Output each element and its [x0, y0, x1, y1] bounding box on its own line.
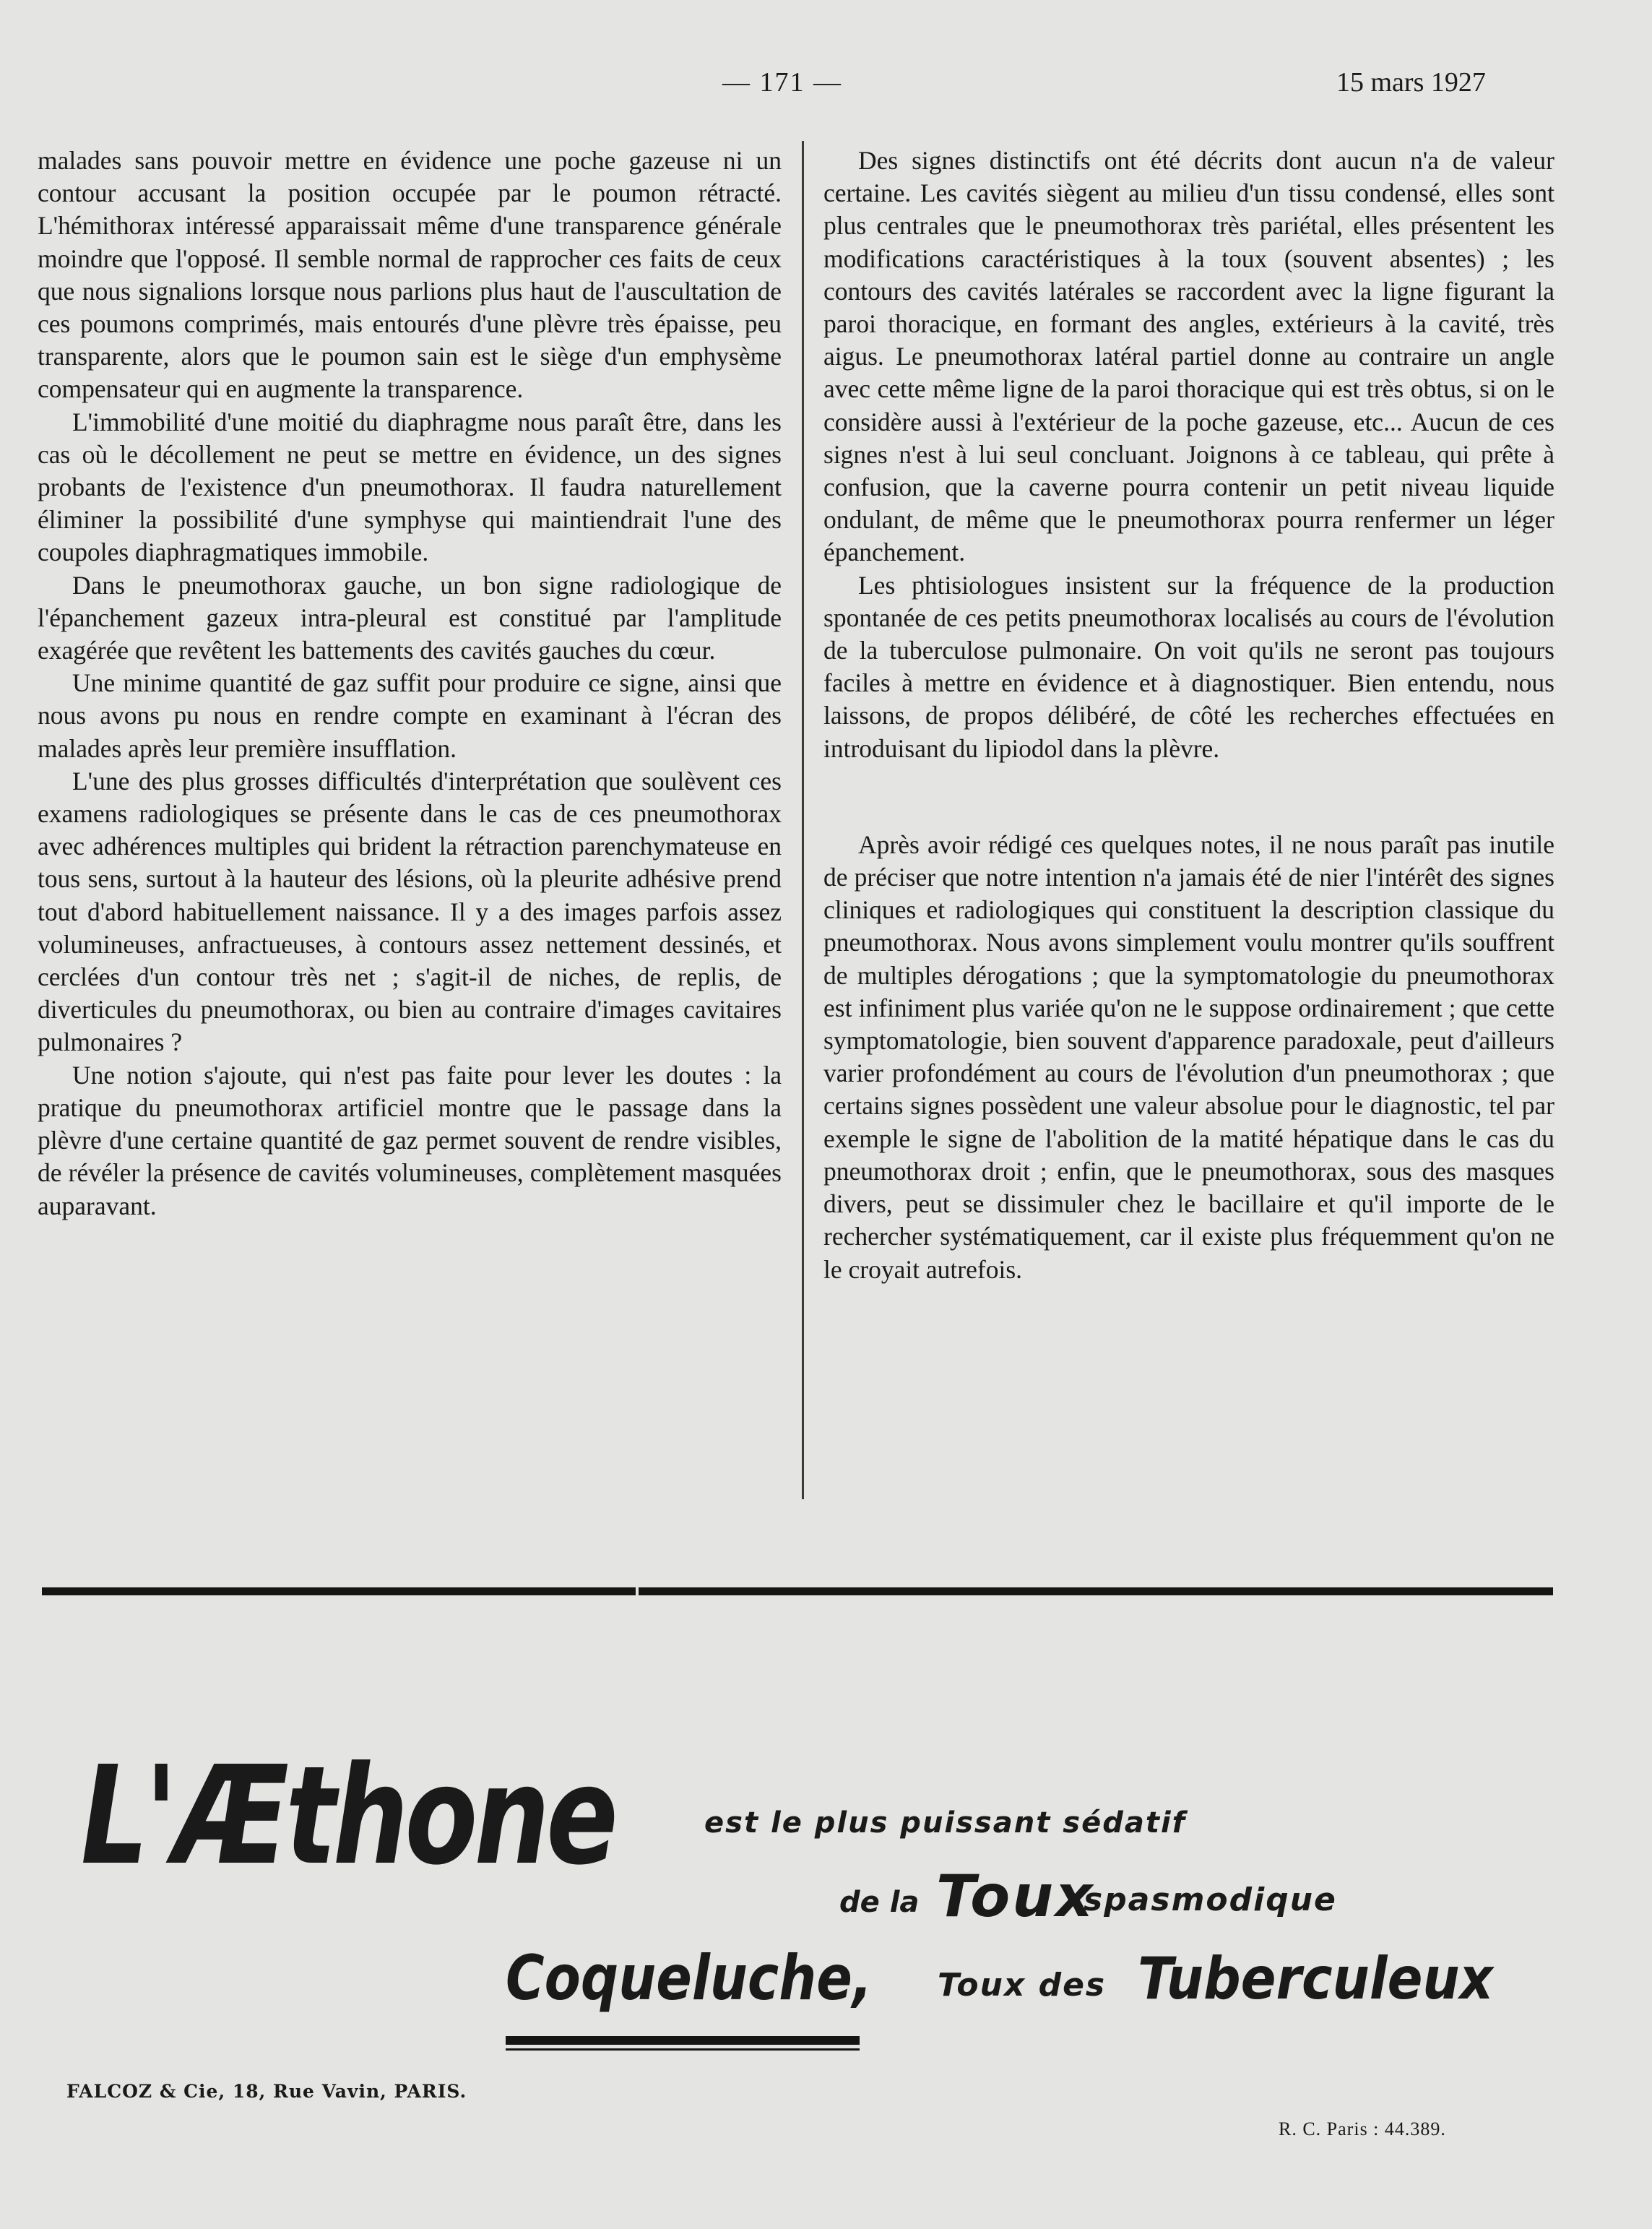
- ad-brand: L'Æthone: [81, 1737, 615, 1895]
- ad-tagline-3-toux-des: Toux des: [938, 1967, 1107, 2004]
- paragraph: Une minime quantité de gaz suffit pour produire ce signe, ainsi que nous avons pu nous en rendre compte en examinant à l'écran des malades après leur première insufflation.: [38, 668, 782, 763]
- ad-tagline-2-suffix: spasmodique: [1084, 1881, 1337, 1918]
- paragraph: malades sans pouvoir mettre en évidence une poche gazeuse ni un contour accusant la position occupée par le poumon rétracté. L'hémithorax intéressé apparaissait même d'une transparence générale moindre que l'opposé. Il semble normal de rapprocher ces faits de ceux que nous signalions lorsque nous parlions plus haut de l'auscultation de ces poumons comprimés, mais entourés d'une plèvre très épaisse, peu transparente, alors que le poumon sain est le siège d'un emphysème compensateur qui en augmente la transparence.: [38, 146, 782, 404]
- page-number: — 171 —: [722, 67, 842, 98]
- ad-registry: R. C. Paris : 44.389.: [1279, 2118, 1446, 2139]
- ad-tagline-2-prefix: de la: [839, 1886, 920, 1919]
- ad-underline-thin: [506, 2048, 860, 2051]
- paragraph: Dans le pneumothorax gauche, un bon signe radiologique de l'épanchement gazeux intra-pleural est constitué par l'amplitude exagérée que revêtent les battements des cavités gauches du cœur.: [38, 570, 782, 665]
- ad-tagline-1: est le plus puissant sédatif: [704, 1806, 1187, 1840]
- ad-tagline-3-coqueluche: Coqueluche,: [506, 1942, 873, 2014]
- paragraph: Les phtisiologues insistent sur la fréquence de la production spontanée de ces petits pneumothorax localisés au cours de l'évolution de la tuberculose pulmonaire. On voit qu'ils ne seront pas toujours faciles à mettre en évidence et à diagnostiquer. Bien entendu, nous laissons, de propos délibéré, de côté les recherches effectuées en introduisant du lipiodol dans la plèvre.: [823, 570, 1554, 763]
- ad-underline: [506, 2036, 860, 2045]
- paragraph: L'une des plus grosses difficultés d'interprétation que soulèvent ces examens radiologiques se présente dans le cas de ces pneumothorax avec adhérences multiples qui brident la rétraction parenchymateuse en tous sens, surtout à la hauteur des lésions, où la pleurite adhésive prend tout d'abord habituellement naissance. Il y a des images parfois assez volumineuses, anfractueuses, à contours assez nettement dessinés, et cerclées d'un contour très net ; s'agit-il de niches, de replis, de diverticules du pneumothorax, ou bien au contraire d'images cavitaires pulmonaires ?: [38, 766, 782, 1057]
- advertisement-top-rule: [42, 1587, 636, 1595]
- column-divider: [802, 141, 804, 1499]
- ad-tagline-3-tuberculeux: Tuberculeux: [1138, 1945, 1494, 2012]
- ad-publisher: FALCOZ & Cie, 18, Rue Vavin, PARIS.: [66, 2081, 467, 2102]
- paragraph: Des signes distinctifs ont été décrits dont aucun n'a de valeur certaine. Les cavités siègent au milieu d'un tissu condensé, elles sont plus centrales que le pneumothorax très pariétal, elles présentent les modifications caractéristiques à la toux (souvent absentes) ; les contours des cavités latérales se raccordent avec la ligne figurant la paroi thoracique, en formant des angles, extérieurs à la cavité, très aigus. Le pneumothorax latéral partiel donne au contraire un angle avec cette même ligne de la paroi thoracique qui est très obtus, si on le considère aussi à l'extérieur de la poche gazeuse, etc... Aucun de ces signes n'est à lui seul concluant. Joignons à ce tableau, qui prête à confusion, que la caverne pourra contenir un petit niveau liquide ondulant, de même que le pneumothorax pourra renfermer un léger épanchement.: [823, 146, 1554, 567]
- paragraph: L'immobilité d'une moitié du diaphragme nous paraît être, dans les cas où le décollement ne peut se mettre en évidence, un des signes probants de l'existence d'un pneumothorax. Il faudra naturellement éliminer la possibilité d'une symphyse qui maintiendrait l'une des coupoles diaphragmatiques immobile.: [38, 407, 782, 567]
- advertisement-top-rule: [639, 1587, 1553, 1595]
- paragraph: Après avoir rédigé ces quelques notes, il ne nous paraît pas inutile de préciser que notre intention n'a jamais été de nier l'intérêt des signes cliniques et radiologiques qui constituent la description classique du pneumothorax. Nous avons simplement voulu montrer qu'ils souffrent de multiples dérogations ; que la symptomatologie du pneumothorax est infiniment plus variée qu'on ne le suppose ordinairement ; que cette symptomatologie, bien souvent d'apparence paradoxale, peut d'ailleurs varier profondément au cours de l'évolution d'un pneumothorax ; que certains signes possèdent une valeur absolue pour le diagnostic, tel par exemple le signe de l'abolition de la matité hépatique dans le cas du pneumothorax droit ; enfin, que le pneumothorax, sous des masques divers, peut se dissimuler chez le bacillaire et qu'il importe de le rechercher systématiquement, car il existe plus fréquemment qu'on ne le croyait autrefois.: [823, 829, 1554, 1284]
- paragraph: Une notion s'ajoute, qui n'est pas faite pour lever les doutes : la pratique du pneumothorax artificiel montre que le passage dans la plèvre d'une certaine quantité de gaz permet souvent de rendre visibles, de révéler la présence de cavités volumineuses, complètement masquées auparavant.: [38, 1060, 782, 1220]
- ad-tagline-2-emphasis: Toux: [936, 1863, 1095, 1930]
- page-date: 15 mars 1927: [1336, 67, 1486, 98]
- left-column: [38, 145, 782, 1223]
- right-column: [823, 145, 1554, 1286]
